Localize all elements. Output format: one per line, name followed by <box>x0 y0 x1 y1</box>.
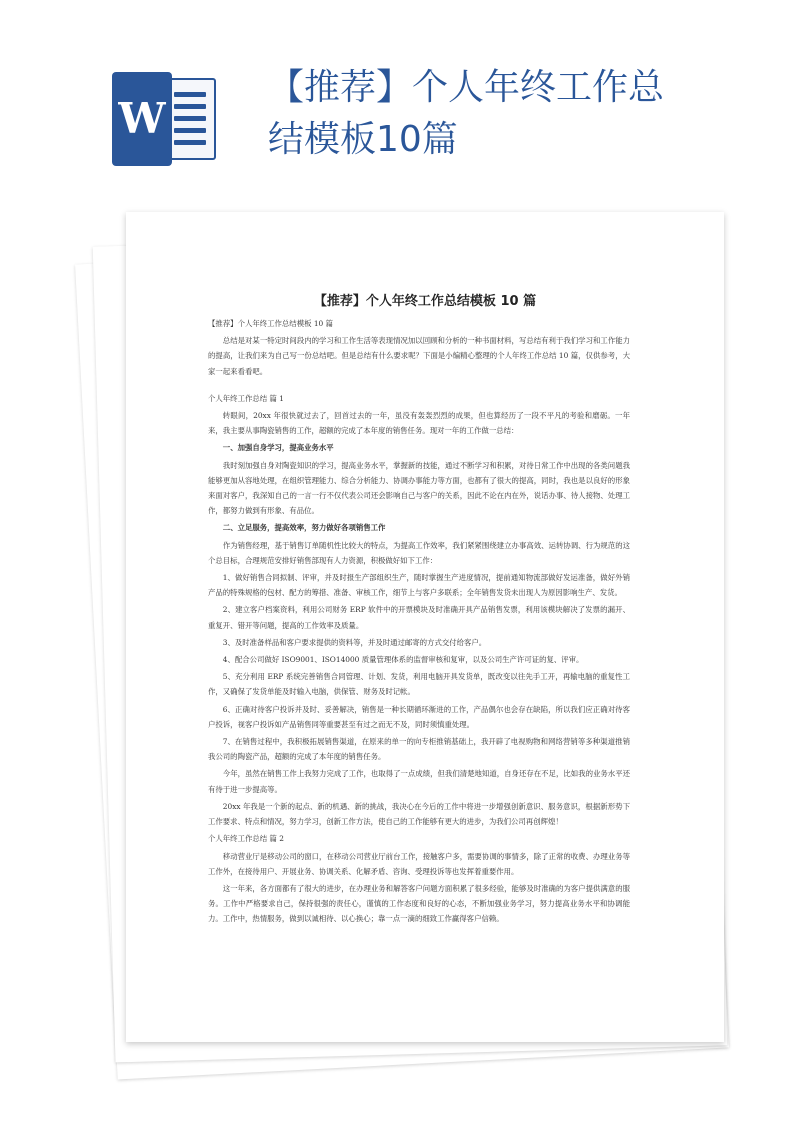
document-paragraph: 我时刻加强自身对陶瓷知识的学习，提高业务水平，掌握新的技能，通过不断学习和积累，对待日常工作中出现的各类问题我能够更加从容地处理，在组织管理能力、综合分析能力、协调办事能力等方面，也都有了很大的提高，同时，我也是以良好的形象来面对客户，我深知自己的一言一行不仅代表公司还会影响自己与客户的关系，因此不论在内在外，说话办事、待人接物、处理工作，都努力做到有形象、有品位。 <box>208 460 630 516</box>
document-paragraph: 总结是对某一特定时间段内的学习和工作生活等表现情况加以回顾和分析的一种书面材料，写总结有利于我们学习和工作能力的提高，让我们来为自己写一份总结吧。但是总结有什么要求呢？下面是小编精心整理的个人年终工作总结 10 篇，仅供参考，大家一起来看看吧。 <box>208 336 630 376</box>
document-paragraph: 5、充分利用 ERP 系统完善销售合同管理、计划、发货，利用电脑开具发货单，既改变以往先手工开，再输电脑的重复性工作，又确保了发货单能及时输入电脑，供保管、财务及时记帐。 <box>208 672 630 697</box>
document-paragraph: 2、建立客户档案资料，利用公司财务 ERP 软件中的开票模块及时准确开具产品销售发票，利用该模块解决了发票的漏开、重复开、错开等问题，提高的工作效率及质量。 <box>208 605 630 630</box>
document-paragraph: 今年，虽然在销售工作上我努力完成了工作，也取得了一点成绩，但我们清楚地知道，自身还存在不足，比如我的业务水平还有待于进一步提高等。 <box>208 769 630 794</box>
document-paragraph: 移动营业厅是移动公司的窗口，在移动公司营业厅前台工作，接触客户多，需要协调的事情多，除了正常的收费、办理业务等工作外，在接待用户、开展业务、协调关系、化解矛盾、咨询、受理投诉等也发挥着重要作用。 <box>208 851 630 876</box>
document-body <box>208 316 630 929</box>
document-paragraph: 个人年终工作总结 篇 2 <box>208 834 284 844</box>
page-title: 【推荐】个人年终工作总结模板10篇 <box>268 67 665 160</box>
document-paragraph: 这一年来，各方面都有了很大的进步，在办理业务和解答客户问题方面积累了很多经验，能够及时准确的为客户提供满意的服务。工作中严格要求自己，保持很强的责任心，谨慎的工作态度和良好的心态，不断加强业务学习，努力提高业务水平和协调能力。工作中，热情服务，做到以诚相待、以心换心；靠一点一滴的细致工作赢得客户信赖。 <box>208 883 630 924</box>
document-paragraph: 3、及时准备样品和客户要求提供的资料等，并及时通过邮寄的方式交付给客户。 <box>222 637 487 647</box>
document-paragraph: 6、正确对待客户投诉并及时、妥善解决，销售是一种长期循环渐进的工作，产品偶尔也会存在缺陷，所以我们应正确对待客户投诉，视客户投诉如产品销售同等重要甚至有过之而无不及，同时须慎重处理。 <box>208 704 630 729</box>
document-paragraph: 20xx 年我是一个新的起点、新的机遇、新的挑战，我决心在今后的工作中将进一步增强创新意识、服务意识，根据新形势下工作要求、特点和情况，努力学习，创新工作方法，使自己的工作能够有更大的进步，为我们公司再创辉煌！ <box>208 801 630 827</box>
document-paragraph: 1、做好销售合同拟制、评审，并及时报生产部组织生产，随时掌握生产进度情况，提前通知物流部做好发运准备，做好外销产品的特殊规格的包材、配方的筹措、准备、审核工作，细节上与客户多联系；全年销售发货未出现人为原因影响生产、发货。 <box>208 573 630 598</box>
document-paragraph: 转眼间，20xx 年很快就过去了，回首过去的一年，虽没有轰轰烈烈的成果，但也算经历了一段不平凡的考验和磨砺。一年来，我主要从事陶瓷销售的工作，超额的完成了本年度的销售任务。现对一年的工作做一总结： <box>208 411 630 436</box>
document-page[interactable] <box>126 212 724 1042</box>
header <box>0 0 800 190</box>
document-paragraph: 一、加强自身学习，提高业务水平 <box>222 443 334 453</box>
word-letter-badge: W <box>112 72 172 166</box>
document-title: 【推荐】个人年终工作总结模板 10 篇 <box>313 294 537 309</box>
document-paragraph: 7、在销售过程中，我积极拓展销售渠道，在原来的单一的向专柜推销基础上，我开辟了电视购物和网络营销等多种渠道推销我公司的陶瓷产品，超额的完成了本年度的销售任务。 <box>208 737 630 762</box>
document-paragraph: 4、配合公司做好 ISO9001、ISO14000 质量管理体系的监督审核和复审，以及公司生产许可证的复、评审。 <box>222 655 584 665</box>
document-paragraph: 【推荐】个人年终工作总结模板 10 篇 <box>208 319 333 328</box>
document-paragraph: 个人年终工作总结 篇 1 <box>208 393 284 403</box>
word-document-icon <box>112 72 220 166</box>
document-paragraph: 作为销售经理，基于销售订单随机性比较大的特点，为提高工作效率，我们紧紧围绕建立办事高效、运转协调、行为规范的这个总目标，合理规范安排好销售部现有人力资源，积极做好如下工作： <box>208 540 630 565</box>
document-paragraph: 二、立足服务，提高效率，努力做好各项销售工作 <box>222 523 386 533</box>
